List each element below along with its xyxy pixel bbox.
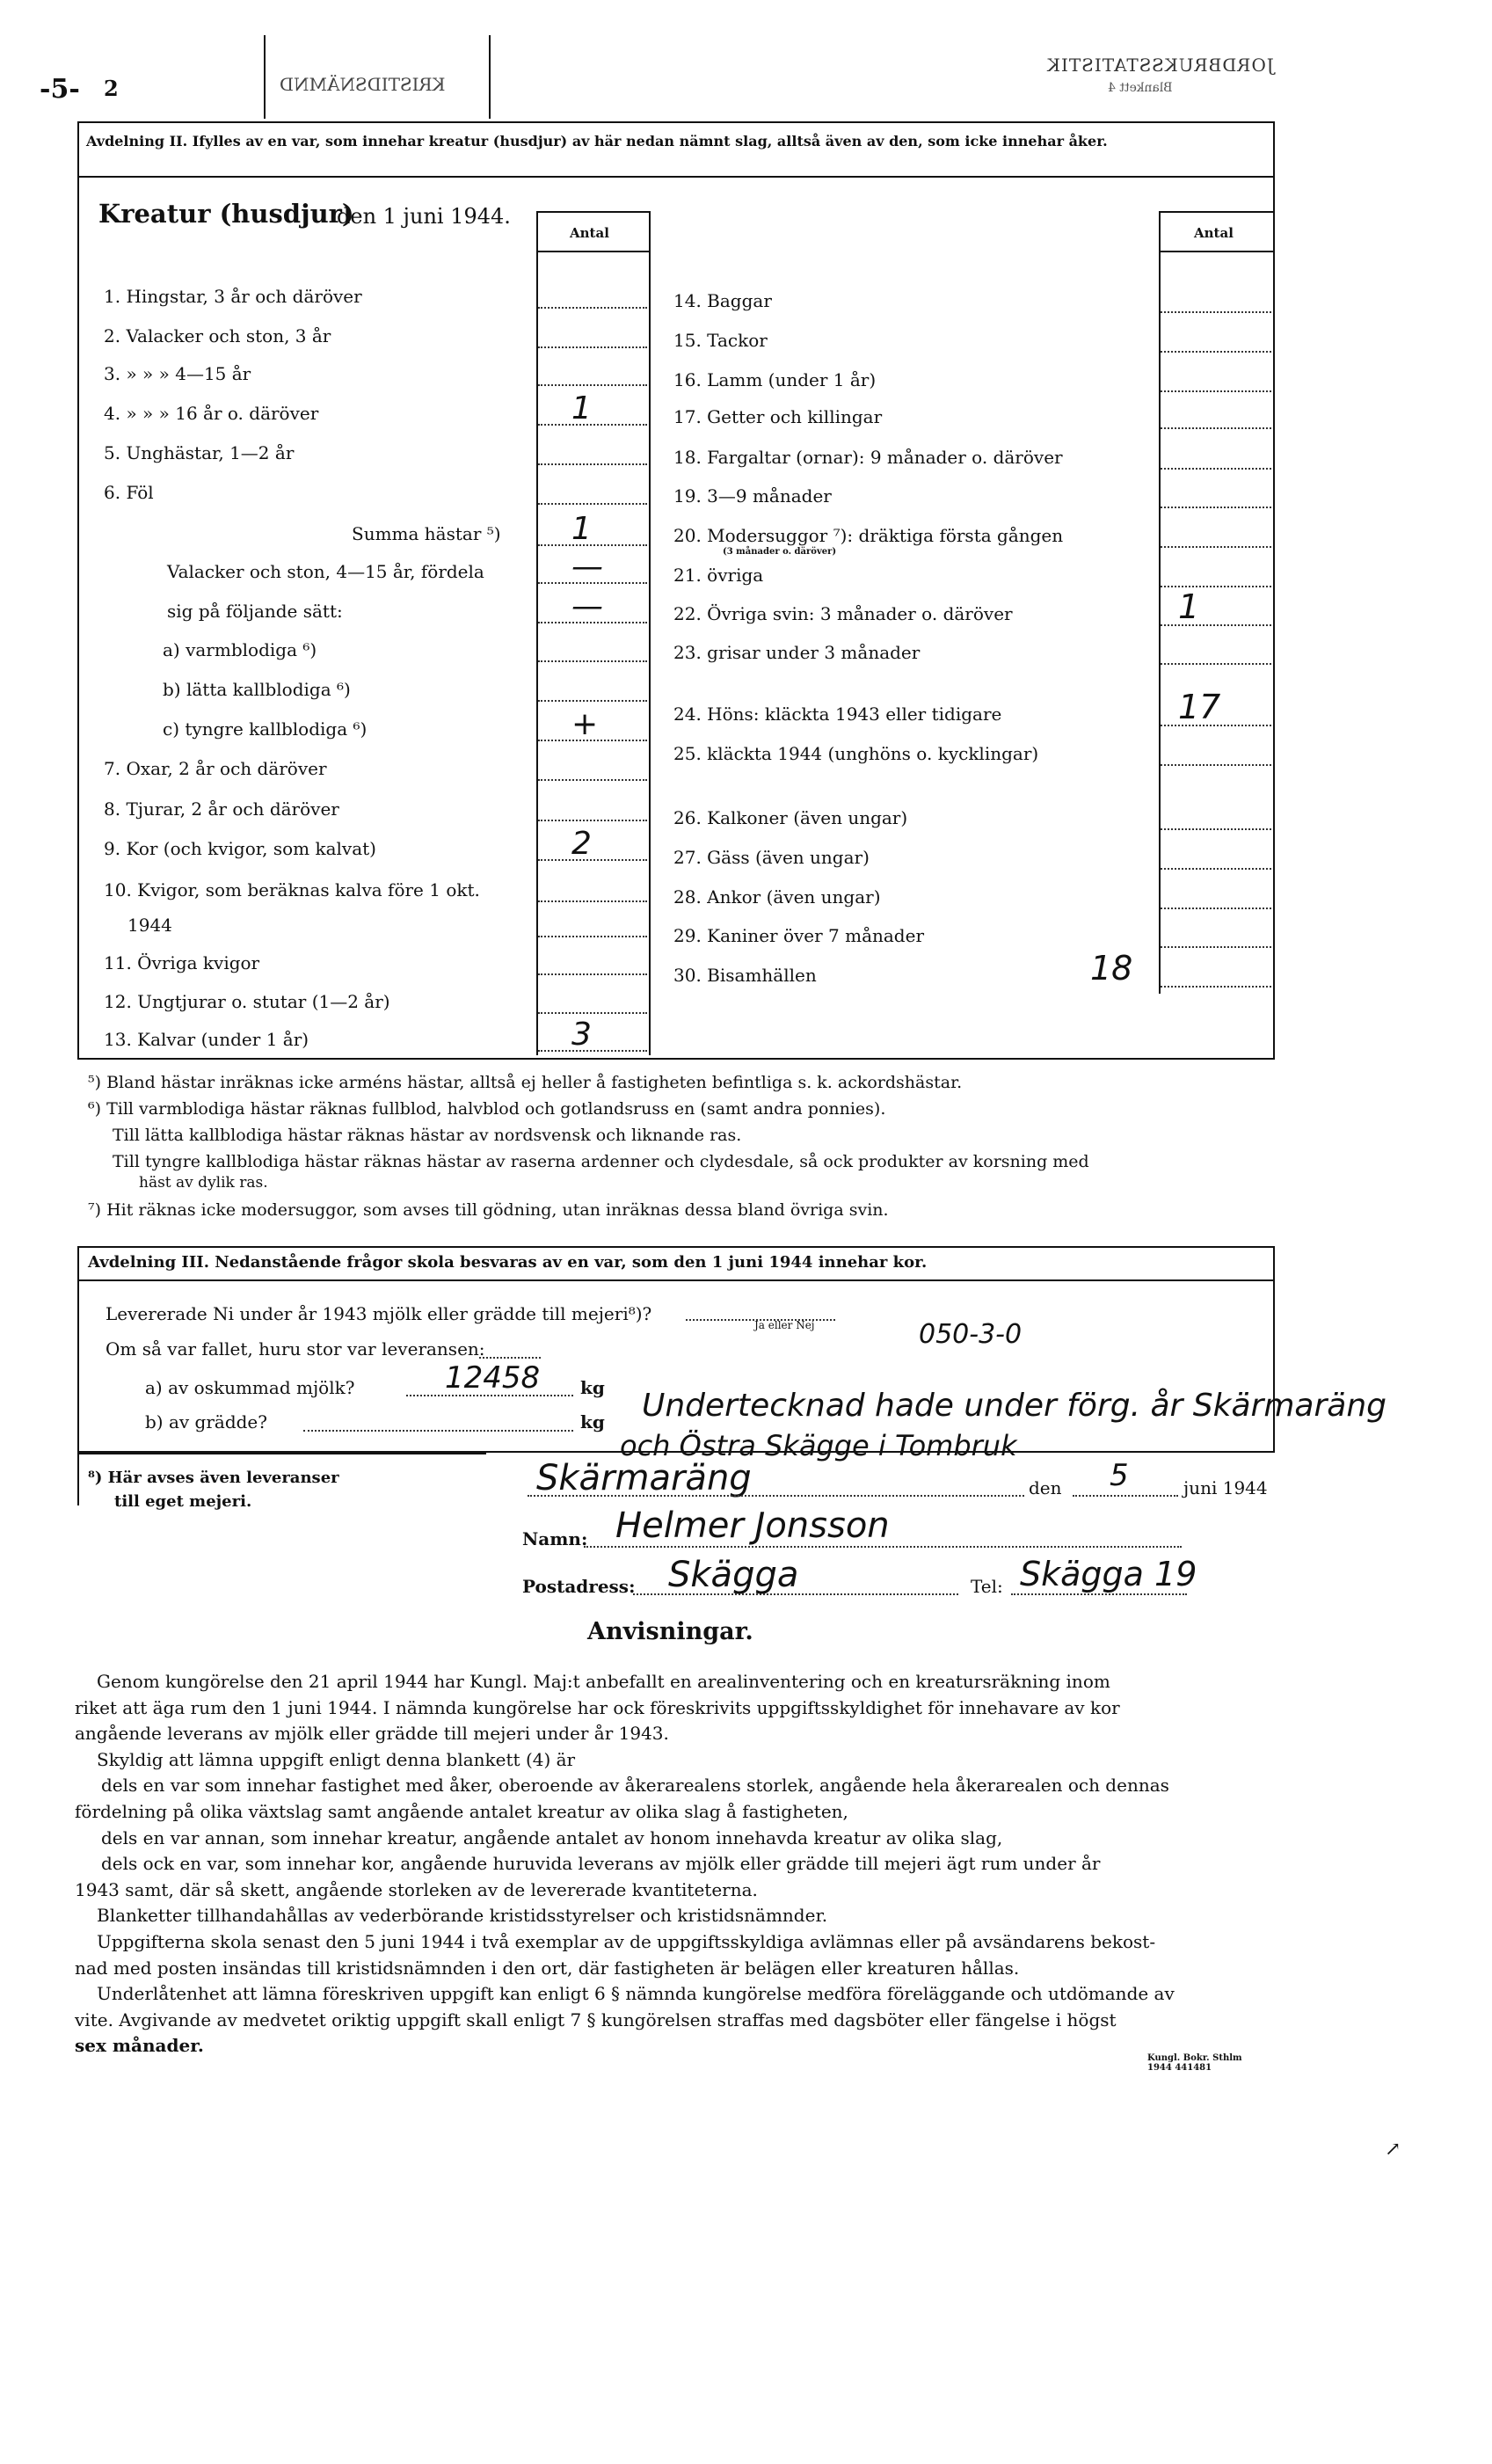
right-row-fill-line (1161, 624, 1271, 626)
left-row-label: a) varmblodiga ⁶) (163, 639, 317, 660)
left-row-fill-line (538, 859, 647, 861)
right-row-fill-line (1161, 828, 1271, 830)
left-row-value: — (571, 549, 603, 585)
section3-heading-rule (77, 1279, 1275, 1281)
right-antal-header: Antal (1194, 225, 1234, 241)
section2-title: Kreatur (husdjur) (98, 199, 354, 229)
left-row-fill-line (538, 503, 647, 505)
section2-heading: Avdelning II. (86, 133, 188, 149)
left-row-fill-line (538, 544, 647, 546)
footnote-line: häst av dylik ras. (139, 1174, 268, 1192)
right-row-label: 26. Kalkoner (även ungar) (673, 807, 908, 828)
left-row-fill-line (538, 424, 647, 426)
cream-line (303, 1430, 573, 1432)
month-year: juni 1944 (1183, 1477, 1268, 1498)
handwritten-note-2: och Östra Skägge i Tombruk (620, 1429, 1017, 1462)
left-row-label: 9. Kor (och kvigor, som kalvat) (104, 838, 376, 859)
left-row-label: sig på följande sätt: (167, 601, 343, 622)
place-value: Skärmaräng (536, 1458, 752, 1498)
print-mark: Kungl. Bokr. Sthlm 1944 441481 (1147, 2053, 1242, 2073)
right-row-fill-line (1161, 468, 1271, 470)
anvisning-line: 1943 samt, där så skett, angående storleken av de levererade kvantiteterna. (75, 1878, 758, 1900)
right-row-fill-line (1161, 908, 1271, 909)
left-row-fill-line (538, 1050, 647, 1052)
right-antal-top (1159, 211, 1273, 213)
right-row-fill-line (1161, 507, 1271, 508)
right-row-fill-line (1161, 946, 1271, 948)
right-row-label: 15. Tackor (673, 330, 768, 351)
left-row-label: 2. Valacker och ston, 3 år (104, 325, 331, 346)
anvisningar-title: Anvisningar. (587, 1618, 753, 1645)
size-line (479, 1357, 541, 1359)
right-row-fill-line (1161, 351, 1271, 353)
anvisning-line: Blanketter tillhandahållas av vederbörande kristidsstyrelser och kristidsnämnder. (97, 1905, 828, 1927)
address-value: Skägga (668, 1555, 799, 1595)
left-row-label: 11. Övriga kvigor (104, 952, 260, 973)
anvisning-line: nad med posten insändas till kristidsnämnden i den ort, där fastigheten är belägen eller kreaturen hållas. (75, 1957, 1020, 1979)
stamp-left-border (264, 35, 266, 119)
right-row-label: 23. grisar under 3 månader (673, 642, 921, 663)
left-row-label: 10. Kvigor, som beräknas kalva före 1 okt. (104, 879, 480, 900)
left-row-value: 3 (571, 1017, 592, 1053)
mirror-sub: Blankett 4 (1108, 81, 1173, 95)
left-row-fill-line (538, 936, 647, 937)
left-row-fill-line (538, 463, 647, 465)
right-row-label: 18. Fargaltar (ornar): 9 månader o. däröver (673, 447, 1063, 468)
section2-bottom-rule (77, 1058, 1275, 1060)
left-row-fill-line (538, 307, 647, 309)
stamp-right-border (489, 35, 491, 119)
left-col-line-a (536, 211, 538, 1055)
left-row-label: Valacker och ston, 4—15 år, fördela (167, 561, 484, 582)
cream-label: b) av grädde? (145, 1411, 267, 1432)
left-row-label: 7. Oxar, 2 år och däröver (104, 758, 327, 779)
left-row-label: 6. Föl (104, 482, 154, 503)
day-value: 5 (1110, 1458, 1129, 1493)
anvisning-line: Genom kungörelse den 21 april 1944 har Kungl. Maj:t anbefallt en arealinventering och en kreatursräkning inom (97, 1671, 1110, 1692)
right-row-value: 17 (1178, 688, 1221, 726)
anvisning-line: dels ock en var, som innehar kor, angående huruvida leverans av mjölk eller grädde till mejeri ägt rum under år (101, 1853, 1101, 1875)
right-row-label: 28. Ankor (även ungar) (673, 886, 881, 908)
left-row-label: 1. Hingstar, 3 år och däröver (104, 286, 362, 307)
mejeri-question: Levererade Ni under år 1943 mjölk eller grädde till mejeri⁸)? (106, 1303, 652, 1324)
right-row-label: 24. Höns: kläckta 1943 eller tidigare (673, 703, 1002, 725)
footnote-line: Till tyngre kallblodiga hästar räknas hästar av raserna ardenner och clydesdale, så ock produkter av korsning med (113, 1152, 1089, 1171)
answer-code: 050-3-0 (919, 1319, 1023, 1350)
tel-label: Tel: (971, 1576, 1003, 1597)
footnote-line: ⁷) Hit räknas icke modersuggor, som avses till gödning, utan inräknas dessa bland övriga svin. (88, 1200, 889, 1220)
right-row-label: 30. Bisamhällen (673, 965, 817, 986)
left-row-label: 13. Kalvar (under 1 år) (104, 1029, 309, 1050)
place-line (528, 1495, 1024, 1497)
stamp-label: KRISTIDSNÄMND (280, 74, 446, 95)
right-row-fill-line (1161, 427, 1271, 429)
page-number: 2 (104, 76, 119, 101)
day-line (1073, 1495, 1178, 1497)
right-row-label: 19. 3—9 månader (673, 485, 832, 507)
milk-unit: kg (580, 1377, 605, 1398)
section3-top-rule (77, 1246, 1275, 1248)
left-row-value: 1 (571, 511, 592, 547)
name-line (584, 1546, 1182, 1548)
left-row-label: b) lätta kallblodiga ⁶) (163, 679, 351, 700)
fn8-top-rule (77, 1453, 486, 1454)
ja-nej-line (686, 1319, 835, 1321)
right-row-fill-line (1161, 390, 1271, 392)
anvisning-line: dels en var som innehar fastighet med åker, oberoende av åkerarealens storlek, angående hela åkerarealen och dennas (101, 1775, 1169, 1797)
right-row-label: 20. Modersuggor ⁷): dräktiga första gången (673, 525, 1064, 546)
right-row-fill-line (1161, 764, 1271, 766)
den-label: den (1029, 1477, 1062, 1498)
address-label: Postadress: (522, 1576, 636, 1597)
left-row-fill-line (538, 973, 647, 975)
section2-left-rule (77, 121, 79, 1058)
right-row-label: 21. övriga (673, 565, 764, 586)
anvisning-line: sex månader. (75, 2035, 204, 2057)
section3-left-rule (77, 1246, 79, 1453)
anvisning-line: fördelning på olika växtslag samt angående antalet kreatur av olika slag å fastigheten, (75, 1801, 848, 1822)
tel-value: Skägga 19 (1020, 1555, 1197, 1593)
anvisning-line: Uppgifterna skola senast den 5 juni 1944 i två exemplar av de uppgiftsskyldiga avlämnas eller på avsändarens bekost- (97, 1931, 1156, 1952)
left-row-fill-line (538, 1012, 647, 1014)
mirror-heading: JORDBRUKSSTATISTIK (1046, 55, 1274, 76)
section2-header-rule (77, 176, 1275, 178)
right-row-fill-line (1161, 663, 1271, 665)
tel-line (1011, 1593, 1187, 1595)
left-row-value: + (571, 706, 599, 742)
left-row-fill-line (538, 660, 647, 662)
anvisning-line: Skyldig att lämna uppgift enligt denna blankett (4) är (97, 1748, 576, 1770)
fn8-line1: ⁸) Här avses även leveranser (88, 1469, 339, 1487)
right-col-line (1159, 211, 1161, 994)
milk-value: 12458 (445, 1360, 541, 1396)
left-antal-header: Antal (570, 225, 609, 241)
left-row-fill-line (538, 900, 647, 902)
left-row-value: 1 (571, 390, 592, 426)
name-label: Namn: (522, 1528, 588, 1549)
footnote-line: Till lätta kallblodiga hästar räknas hästar av nordsvensk och liknande ras. (113, 1126, 742, 1145)
left-margin-mark: -5- (40, 74, 80, 105)
left-row-fill-line (538, 700, 647, 702)
left-row-fill-line (538, 820, 647, 821)
section2-top-rule (77, 121, 1275, 123)
left-row-fill-line (538, 779, 647, 781)
left-row-value: — (571, 588, 603, 624)
right-row-label: 27. Gäss (även ungar) (673, 847, 870, 868)
anvisning-line: dels en var annan, som innehar kreatur, angående antalet av honom innehavda kreatur av olika slag, (101, 1826, 1003, 1848)
fn8-line2: till eget mejeri. (114, 1492, 252, 1511)
right-row-label: 22. Övriga svin: 3 månader o. däröver (673, 603, 1013, 624)
name-value: Helmer Jonsson (615, 1505, 890, 1546)
left-row-fill-line (538, 346, 647, 348)
left-row-label: c) tyngre kallblodiga ⁶) (163, 718, 368, 740)
right-row-label: 17. Getter och killingar (673, 406, 883, 427)
right-row-label: 29. Kaniner över 7 månader (673, 925, 925, 946)
right-row-fill-line (1161, 586, 1271, 587)
cream-unit: kg (580, 1411, 605, 1432)
left-row-fill-line (538, 384, 647, 386)
left-row-label: 8. Tjurar, 2 år och däröver (104, 798, 339, 820)
right-row-label: (3 månader o. däröver) (723, 547, 837, 557)
section2-right-rule (1273, 121, 1275, 1058)
right-row-fill-line (1161, 546, 1271, 548)
right-row-fill-line (1161, 986, 1271, 988)
right-row-label: 14. Baggar (673, 290, 772, 311)
section2-instruction-text: Ifylles av en var, som innehar kreatur (husdjur) av här nedan nämnt slag, alltså även av den, som icke innehar åker. (192, 133, 1108, 149)
right-row-label: 16. Lamm (under 1 år) (673, 369, 877, 390)
handwritten-note-1: Undertecknad hade under förg. år Skärmaräng (642, 1388, 1387, 1424)
right-row-label: 25. kläckta 1944 (unghöns o. kycklingar) (673, 743, 1039, 764)
right-antal-bottom (1159, 251, 1273, 252)
anvisning-line: riket att äga rum den 1 juni 1944. I nämnda kungörelse har ock föreskrivits uppgiftsskyldighet för innehavare av kor (75, 1696, 1120, 1718)
footnote-line: ⁵) Bland hästar inräknas icke arméns hästar, alltså ej heller å fastigheten befintliga s. k. ackordshästar. (88, 1073, 963, 1092)
left-row-label: 1944 (127, 915, 172, 936)
left-col-line-b (649, 211, 651, 1055)
footnote-line: ⁶) Till varmblodiga hästar räknas fullblod, halvblod och gotlandsruss en (samt andra ponnies). (88, 1099, 886, 1119)
left-row-label: 3. » » » 4—15 år (104, 363, 251, 384)
corner-mark: ↗ (1385, 2139, 1401, 2161)
section2-date: den 1 juni 1944. (337, 204, 511, 229)
left-row-label: 12. Ungtjurar o. stutar (1—2 år) (104, 991, 390, 1012)
size-question: Om så var fallet, huru stor var leveransen: (106, 1338, 485, 1360)
fn8-left-rule (77, 1453, 79, 1505)
anvisning-line: Underlåtenhet att lämna föreskriven uppgift kan enligt 6 § nämnda kungörelse medföra föreläggande och utdömande av (97, 1983, 1175, 2005)
left-row-label: 4. » » » 16 år o. däröver (104, 403, 319, 424)
section2-instruction (86, 132, 1264, 150)
left-antal-top (536, 211, 651, 213)
anvisning-line: vite. Avgivande av medvetet oriktig uppgift skall enligt 7 § kungörelsen straffas med dagsböter eller fängelse i högst (75, 2008, 1117, 2030)
left-row-label: 5. Unghästar, 1—2 år (104, 442, 295, 463)
milk-label: a) av oskummad mjölk? (145, 1377, 355, 1398)
ja-nej-hint: Ja eller Nej (754, 1319, 815, 1331)
right-row-value: 18 (1090, 949, 1133, 988)
section3-heading: Avdelning III. Nedanstående frågor skola besvaras av en var, som den 1 juni 1944 innehar kor. (88, 1253, 928, 1272)
right-row-value: 1 (1178, 587, 1200, 626)
right-row-fill-line (1161, 868, 1271, 870)
left-antal-bottom (536, 251, 651, 252)
left-row-label: Summa hästar ⁵) (352, 523, 501, 544)
right-row-fill-line (1161, 311, 1271, 313)
left-row-value: 2 (571, 826, 592, 862)
anvisning-line: angående leverans av mjölk eller grädde till mejeri under år 1943. (75, 1723, 669, 1745)
